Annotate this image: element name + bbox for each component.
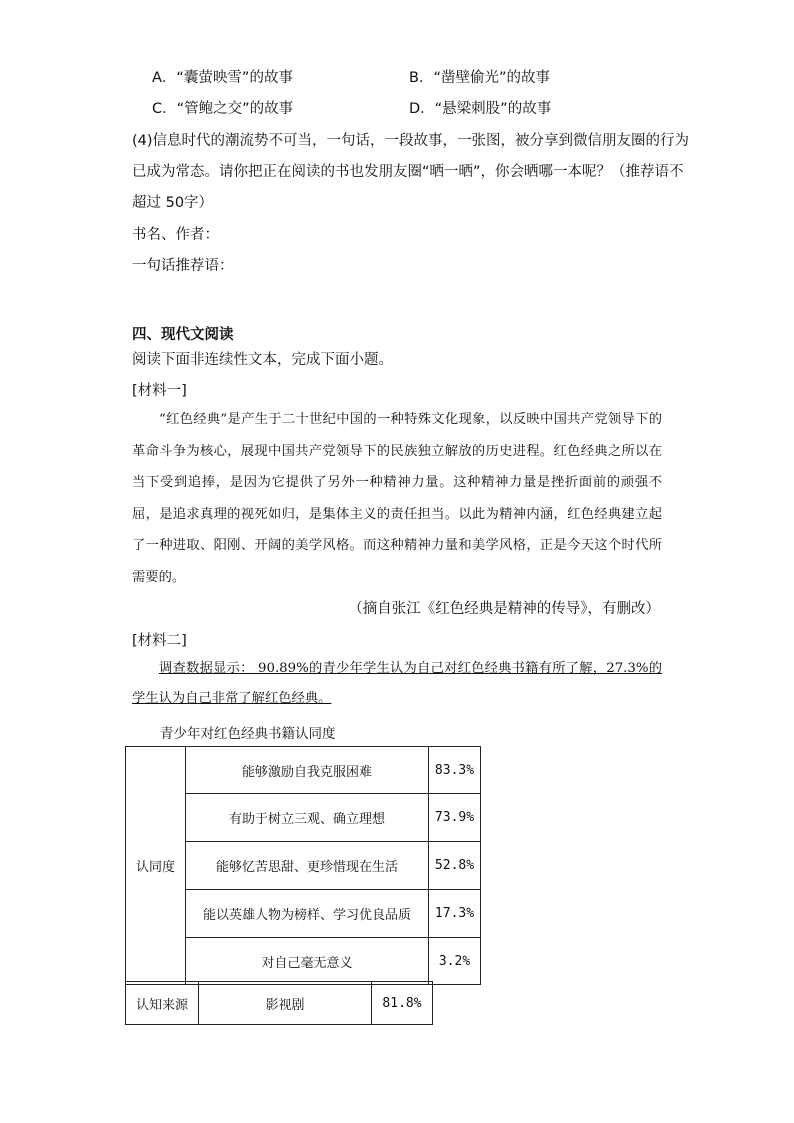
source-table	[125, 981, 433, 1025]
table-cell-item: 能够激励自我克服困难	[186, 747, 429, 794]
table-cell-value: 52.8%	[429, 842, 481, 890]
option-a: A．“囊萤映雪”的故事	[152, 70, 293, 86]
recommend-label: 一句话推荐语：	[132, 258, 234, 274]
table-cell-item: 对自己毫无意义	[186, 938, 429, 985]
q4-line-1: (4)信息时代的潮流势不可当，一句话，一段故事，一张图，被分享到微信朋友圈的行为	[132, 133, 690, 149]
table-cell-item: 能以英雄人物为榜样、学习优良品质	[186, 890, 429, 938]
table-cell-value: 3.2%	[429, 938, 481, 985]
group-label-source: 认知来源	[126, 982, 199, 1025]
material-2-label: [材料二]	[132, 633, 187, 649]
q4-line-2: 已成为常态。请你把正在阅读的书也发朋友圈“晒一晒”，你会晒哪一本呢？（推荐语不	[132, 164, 684, 180]
table-cell-value: 83.3%	[429, 747, 481, 794]
book-author-label: 书名、作者：	[132, 227, 219, 243]
table-title: 青少年对红色经典书籍认同度	[160, 726, 336, 742]
table-cell-value: 81.8%	[372, 982, 433, 1025]
option-c: C．“管鲍之交”的故事	[152, 101, 294, 117]
material-1-text: “红色经典”是产生于二十世纪中国的一种特殊文化现象，以反映中国共产党领导下的革命斗争为核心，展现中国共产党领导下的民族独立解放的历史进程。红色经典之所以在当下受到追捧，是因为它提供了另外一种精神力量。这种精神力量是挫折面前的顽强不屈，是追求真理的视死如归，是集体主义的责任担当。以此为精神内涵，红色经典建立起了一种进取、阳刚、开阔的美学风格。而这种精神力量和美学风格，正是今天这个时代所需要的。	[132, 412, 662, 585]
section-instruction: 阅读下面非连续性文本，完成下面小题。	[132, 352, 393, 368]
option-b: B．“凿壁偷光”的故事	[409, 70, 550, 86]
option-d: D．“悬梁刺股”的故事	[409, 101, 552, 117]
table-cell-value: 73.9%	[429, 794, 481, 842]
material-2-text: 调查数据显示： 90.89%的青少年学生认为自己对红色经典书籍有所了解，27.3%的学生认为自己非常了解红色经典。	[132, 661, 662, 706]
table-cell-item: 影视剧	[199, 982, 372, 1025]
material-1-source: （摘自张江《红色经典是精神的传导》，有删改）	[348, 601, 660, 617]
table-cell-item: 能够忆苦思甜、更珍惜现在生活	[186, 842, 429, 890]
endorsement-table	[125, 746, 481, 985]
material-1-label: [材料一]	[132, 383, 187, 399]
table-cell-item: 有助于树立三观、确立理想	[186, 794, 429, 842]
group-label-endorsement: 认同度	[126, 747, 186, 985]
section-heading: 四、现代文阅读	[132, 327, 234, 343]
table-cell-value: 17.3%	[429, 890, 481, 938]
q4-line-3: 超过 50字）	[132, 195, 214, 211]
